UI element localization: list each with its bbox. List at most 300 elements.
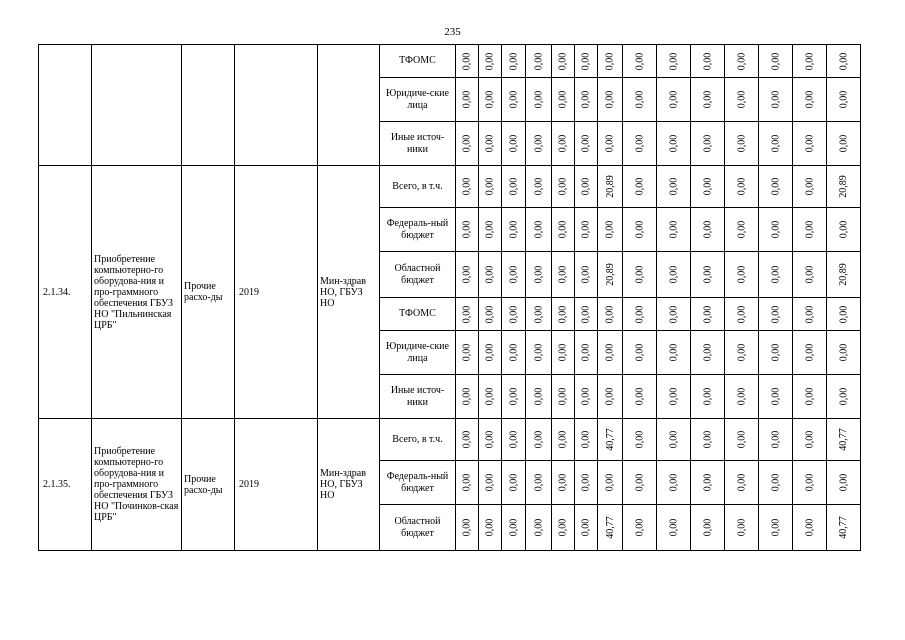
value-cell	[526, 331, 552, 375]
value-text: 0,00	[508, 430, 519, 449]
value-text: 0,00	[604, 343, 616, 362]
value-cell	[456, 461, 479, 505]
value-text: 0,00	[580, 430, 592, 449]
value-cell	[479, 45, 502, 78]
value-text: 0,00	[634, 305, 645, 323]
value-cell	[657, 45, 691, 78]
value-text: 0,00	[533, 52, 544, 70]
item-name-cell	[92, 45, 182, 166]
value-text: 0,00	[668, 343, 679, 362]
value-cell	[725, 166, 759, 208]
value-text: 0,00	[604, 134, 616, 153]
value-text: 0,00	[533, 473, 544, 492]
value-text: 0,00	[736, 305, 747, 323]
value-cell	[456, 122, 479, 166]
value-text: 0,00	[484, 305, 496, 323]
value-cell	[759, 166, 793, 208]
value-cell	[623, 505, 657, 551]
value-text: 0,00	[668, 265, 679, 284]
value-cell	[657, 505, 691, 551]
executor-cell	[318, 45, 380, 166]
value-text: 0,00	[461, 265, 473, 284]
value-cell	[479, 208, 502, 252]
value-cell	[793, 122, 827, 166]
value-text: 0,00	[484, 177, 496, 196]
value-text: 0,00	[461, 90, 473, 109]
value-cell	[456, 208, 479, 252]
value-cell	[827, 375, 861, 419]
value-text: 0,00	[557, 265, 569, 284]
value-text: 0,00	[770, 90, 781, 109]
value-cell	[623, 298, 657, 331]
value-text: 0,00	[668, 387, 679, 406]
value-text: 0,00	[484, 265, 496, 284]
value-text: 0,00	[770, 220, 781, 239]
value-text: 0,00	[838, 387, 849, 406]
value-cell	[479, 122, 502, 166]
value-cell	[725, 331, 759, 375]
value-cell	[575, 78, 598, 122]
value-text: 0,00	[804, 265, 815, 284]
value-text: 0,00	[804, 343, 815, 362]
funding-source-cell: Областной бюджет	[380, 505, 456, 551]
value-cell	[479, 166, 502, 208]
value-text: 0,00	[668, 518, 679, 537]
value-cell	[552, 375, 575, 419]
value-cell	[657, 122, 691, 166]
value-cell	[456, 298, 479, 331]
value-cell	[725, 122, 759, 166]
item-code-cell	[39, 45, 92, 166]
value-cell	[657, 419, 691, 461]
expense-type-cell: Прочие расхо-ды	[182, 166, 235, 419]
value-text: 0,00	[634, 90, 645, 109]
value-cell	[598, 461, 623, 505]
value-text: 0,00	[508, 177, 519, 196]
value-cell	[598, 331, 623, 375]
value-cell	[759, 208, 793, 252]
value-cell	[759, 252, 793, 298]
value-text: 0,00	[580, 90, 592, 109]
value-cell	[725, 298, 759, 331]
value-cell	[793, 252, 827, 298]
value-text: 0,00	[461, 177, 473, 196]
value-cell	[759, 461, 793, 505]
value-text: 0,00	[461, 220, 473, 239]
value-cell	[479, 331, 502, 375]
funding-source-cell: Федераль-ный бюджет	[380, 461, 456, 505]
value-text: 0,00	[484, 430, 496, 449]
value-text: 0,00	[484, 387, 496, 406]
value-text: 0,00	[634, 473, 645, 492]
value-text: 0,00	[668, 90, 679, 109]
value-text: 0,00	[604, 52, 616, 70]
value-cell	[827, 166, 861, 208]
table-row	[39, 45, 861, 78]
value-cell	[526, 298, 552, 331]
value-text: 0,00	[604, 473, 616, 492]
value-text: 0,00	[580, 52, 592, 70]
value-cell	[623, 122, 657, 166]
value-cell	[725, 208, 759, 252]
value-cell	[691, 461, 725, 505]
value-cell	[759, 375, 793, 419]
value-cell	[502, 375, 526, 419]
value-cell	[575, 419, 598, 461]
value-text: 20,89	[604, 263, 616, 286]
value-cell	[552, 252, 575, 298]
value-text: 40,77	[604, 428, 616, 451]
value-cell	[552, 298, 575, 331]
value-text: 0,00	[736, 134, 747, 153]
value-text: 0,00	[461, 518, 473, 537]
value-text: 0,00	[736, 90, 747, 109]
value-cell	[623, 375, 657, 419]
value-text: 0,00	[533, 90, 544, 109]
value-cell	[575, 45, 598, 78]
value-text: 0,00	[770, 134, 781, 153]
value-text: 0,00	[580, 134, 592, 153]
budget-table-body	[39, 45, 861, 551]
value-text: 0,00	[484, 343, 496, 362]
value-text: 0,00	[634, 518, 645, 537]
value-cell	[657, 78, 691, 122]
value-cell	[691, 375, 725, 419]
value-cell	[691, 419, 725, 461]
value-text: 0,00	[702, 134, 713, 153]
value-cell	[657, 252, 691, 298]
value-text: 0,00	[770, 430, 781, 449]
value-cell	[502, 166, 526, 208]
value-text: 0,00	[508, 387, 519, 406]
value-cell	[552, 419, 575, 461]
table-row	[39, 419, 861, 461]
value-cell	[502, 331, 526, 375]
value-cell	[691, 298, 725, 331]
value-cell	[623, 331, 657, 375]
expense-type-cell	[182, 45, 235, 166]
value-text: 0,00	[508, 52, 519, 70]
value-cell	[623, 461, 657, 505]
funding-source-cell: Юридиче-ские лица	[380, 331, 456, 375]
value-cell	[526, 45, 552, 78]
value-cell	[526, 208, 552, 252]
value-text: 0,00	[668, 430, 679, 449]
value-cell	[657, 298, 691, 331]
value-cell	[827, 122, 861, 166]
value-cell	[598, 505, 623, 551]
value-text: 0,00	[770, 265, 781, 284]
funding-source-cell: Всего, в т.ч.	[380, 419, 456, 461]
value-text: 0,00	[508, 220, 519, 239]
value-text: 0,00	[557, 90, 569, 109]
value-text: 0,00	[557, 387, 569, 406]
value-cell	[657, 331, 691, 375]
value-cell	[691, 331, 725, 375]
value-cell	[759, 419, 793, 461]
value-text: 0,00	[804, 52, 815, 70]
value-cell	[502, 208, 526, 252]
value-cell	[827, 208, 861, 252]
value-cell	[502, 419, 526, 461]
value-cell	[575, 331, 598, 375]
value-text: 0,00	[580, 473, 592, 492]
value-text: 0,00	[484, 220, 496, 239]
value-cell	[793, 208, 827, 252]
value-text: 0,00	[604, 305, 616, 323]
value-cell	[479, 375, 502, 419]
value-cell	[827, 252, 861, 298]
value-cell	[623, 252, 657, 298]
funding-source-cell: Всего, в т.ч.	[380, 166, 456, 208]
value-text: 0,00	[484, 90, 496, 109]
value-text: 0,00	[702, 90, 713, 109]
value-text: 0,00	[580, 343, 592, 362]
value-text: 0,00	[702, 387, 713, 406]
value-text: 0,00	[736, 177, 747, 196]
value-text: 0,00	[804, 220, 815, 239]
value-cell	[502, 78, 526, 122]
value-text: 0,00	[557, 52, 569, 70]
value-text: 0,00	[604, 90, 616, 109]
value-cell	[827, 419, 861, 461]
value-cell	[691, 45, 725, 78]
value-cell	[575, 505, 598, 551]
value-cell	[456, 375, 479, 419]
value-cell	[691, 208, 725, 252]
value-cell	[552, 505, 575, 551]
value-cell	[575, 298, 598, 331]
value-text: 0,00	[461, 305, 473, 323]
value-cell	[793, 461, 827, 505]
value-text: 0,00	[668, 134, 679, 153]
value-cell	[793, 375, 827, 419]
value-text: 0,00	[634, 387, 645, 406]
value-cell	[526, 419, 552, 461]
value-text: 0,00	[508, 518, 519, 537]
value-cell	[552, 208, 575, 252]
value-cell	[502, 252, 526, 298]
value-cell	[526, 375, 552, 419]
value-text: 0,00	[702, 518, 713, 537]
value-cell	[759, 505, 793, 551]
value-cell	[725, 419, 759, 461]
value-text: 0,00	[533, 265, 544, 284]
value-cell	[479, 298, 502, 331]
value-text: 0,00	[634, 265, 645, 284]
value-cell	[793, 78, 827, 122]
value-text: 0,00	[804, 90, 815, 109]
value-text: 0,00	[557, 220, 569, 239]
value-cell	[827, 298, 861, 331]
value-text: 0,00	[736, 265, 747, 284]
value-cell	[691, 252, 725, 298]
value-text: 0,00	[533, 305, 544, 323]
value-cell	[456, 419, 479, 461]
value-text: 0,00	[838, 134, 849, 153]
value-text: 0,00	[461, 343, 473, 362]
value-text: 0,00	[736, 220, 747, 239]
value-cell	[526, 122, 552, 166]
value-cell	[657, 375, 691, 419]
value-text: 0,00	[770, 387, 781, 406]
value-text: 0,00	[533, 177, 544, 196]
value-text: 0,00	[736, 343, 747, 362]
item-name-cell: Приобретение компьютерно-го оборудова-ния и про-граммного обеспечения ГБУЗ НО "Починков-ская ЦРБ"	[92, 419, 182, 551]
value-text: 0,00	[580, 177, 592, 196]
value-cell	[575, 375, 598, 419]
value-text: 0,00	[668, 52, 679, 70]
value-text: 40,77	[604, 516, 616, 539]
value-text: 0,00	[668, 177, 679, 196]
value-text: 0,00	[533, 343, 544, 362]
value-text: 0,00	[557, 473, 569, 492]
value-cell	[502, 122, 526, 166]
value-text: 0,00	[770, 52, 781, 70]
value-text: 0,00	[804, 177, 815, 196]
value-cell	[623, 166, 657, 208]
value-text: 0,00	[634, 430, 645, 449]
value-text: 0,00	[533, 220, 544, 239]
value-cell	[623, 419, 657, 461]
value-cell	[526, 461, 552, 505]
value-text: 0,00	[838, 90, 849, 109]
page-number: 235	[444, 26, 461, 38]
value-text: 0,00	[702, 305, 713, 323]
value-text: 0,00	[804, 473, 815, 492]
value-cell	[657, 208, 691, 252]
value-cell	[759, 45, 793, 78]
value-text: 0,00	[804, 305, 815, 323]
funding-source-cell: ТФОМС	[380, 45, 456, 78]
value-cell	[456, 166, 479, 208]
value-text: 0,00	[702, 265, 713, 284]
value-cell	[526, 166, 552, 208]
value-text: 0,00	[484, 52, 496, 70]
value-cell	[725, 505, 759, 551]
value-text: 0,00	[604, 387, 616, 406]
value-text: 0,00	[461, 387, 473, 406]
value-text: 0,00	[461, 52, 473, 70]
year-cell: 2019	[235, 419, 318, 551]
value-cell	[793, 45, 827, 78]
value-text: 0,00	[668, 220, 679, 239]
value-cell	[827, 505, 861, 551]
value-cell	[623, 45, 657, 78]
value-cell	[456, 331, 479, 375]
value-cell	[725, 375, 759, 419]
value-cell	[479, 419, 502, 461]
expense-type-cell: Прочие расхо-ды	[182, 419, 235, 551]
value-text: 0,00	[736, 52, 747, 70]
value-text: 0,00	[770, 518, 781, 537]
value-cell	[598, 419, 623, 461]
value-text: 0,00	[461, 134, 473, 153]
value-cell	[691, 505, 725, 551]
value-cell	[827, 331, 861, 375]
value-text: 0,00	[804, 134, 815, 153]
value-cell	[691, 78, 725, 122]
value-cell	[827, 461, 861, 505]
value-text: 0,00	[702, 343, 713, 362]
year-cell: 2019	[235, 166, 318, 419]
value-cell	[575, 208, 598, 252]
value-text: 0,00	[634, 343, 645, 362]
value-text: 0,00	[702, 430, 713, 449]
value-cell	[526, 78, 552, 122]
value-text: 0,00	[770, 473, 781, 492]
value-text: 0,00	[634, 52, 645, 70]
value-cell	[793, 505, 827, 551]
table-row	[39, 166, 861, 208]
budget-table	[38, 44, 861, 551]
value-cell	[759, 331, 793, 375]
value-text: 0,00	[508, 265, 519, 284]
value-text: 0,00	[533, 387, 544, 406]
value-text: 0,00	[770, 343, 781, 362]
value-cell	[759, 298, 793, 331]
value-cell	[479, 252, 502, 298]
value-cell	[598, 375, 623, 419]
value-text: 0,00	[702, 473, 713, 492]
value-text: 0,00	[702, 220, 713, 239]
item-code-cell: 2.1.34.	[39, 166, 92, 419]
value-cell	[759, 122, 793, 166]
value-cell	[479, 505, 502, 551]
value-cell	[575, 461, 598, 505]
value-cell	[552, 166, 575, 208]
value-cell	[598, 122, 623, 166]
value-text: 0,00	[533, 430, 544, 449]
value-text: 0,00	[580, 387, 592, 406]
value-cell	[598, 166, 623, 208]
value-text: 20,89	[838, 175, 849, 198]
value-cell	[691, 166, 725, 208]
value-cell	[657, 166, 691, 208]
value-cell	[502, 461, 526, 505]
value-text: 0,00	[461, 473, 473, 492]
item-name-cell: Приобретение компьютерно-го оборудова-ния и про-граммного обеспечения ГБУЗ НО "Пильнинская ЦРБ"	[92, 166, 182, 419]
value-text: 0,00	[838, 52, 849, 70]
value-text: 0,00	[508, 473, 519, 492]
value-text: 0,00	[533, 518, 544, 537]
value-cell	[479, 461, 502, 505]
value-cell	[793, 298, 827, 331]
value-text: 0,00	[508, 305, 519, 323]
value-text: 0,00	[580, 265, 592, 284]
value-cell	[598, 252, 623, 298]
value-cell	[623, 78, 657, 122]
funding-source-cell: Иные источ-ники	[380, 122, 456, 166]
value-text: 0,00	[702, 177, 713, 196]
value-text: 0,00	[580, 518, 592, 537]
value-text: 0,00	[838, 305, 849, 323]
value-cell	[479, 78, 502, 122]
value-text: 0,00	[484, 473, 496, 492]
value-text: 0,00	[508, 134, 519, 153]
value-text: 0,00	[770, 177, 781, 196]
value-text: 0,00	[838, 220, 849, 239]
value-cell	[575, 122, 598, 166]
executor-cell: Мин-здрав НО, ГБУЗ НО	[318, 166, 380, 419]
value-text: 0,00	[668, 473, 679, 492]
value-text: 20,89	[838, 263, 849, 286]
value-cell	[793, 419, 827, 461]
value-text: 0,00	[838, 343, 849, 362]
value-cell	[502, 505, 526, 551]
executor-cell: Мин-здрав НО, ГБУЗ НО	[318, 419, 380, 551]
value-cell	[502, 298, 526, 331]
